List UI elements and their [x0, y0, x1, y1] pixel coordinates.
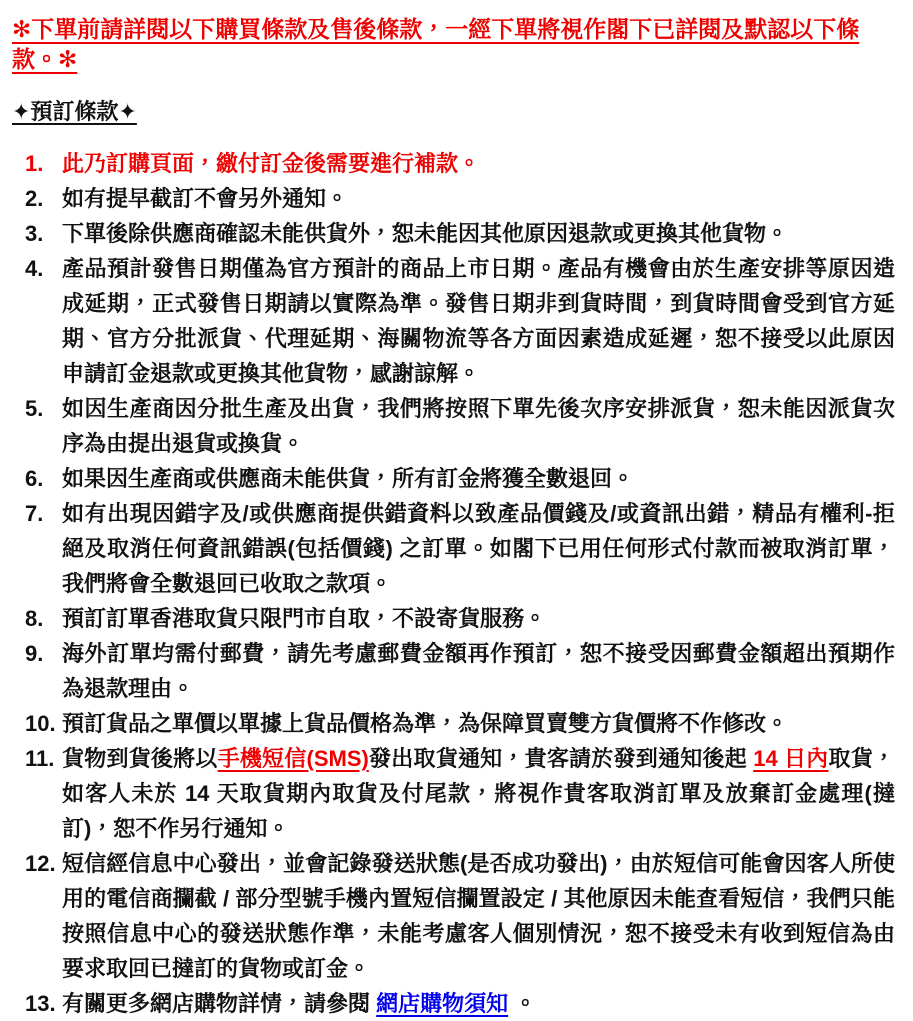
- term-text: [62, 601, 899, 636]
- term-item-5: [12, 391, 899, 461]
- section-title-preorder-terms: ✦預訂條款✦: [12, 99, 137, 124]
- term-text: [62, 461, 899, 496]
- text-segment: 如因生產商因分批生產及出貨，我們將按照下單先後次序安排派貨，恕未能因派貨次序為由提出退貨或換貨。: [62, 396, 895, 456]
- terms-list: [12, 146, 899, 1021]
- term-text: [62, 181, 899, 216]
- term-number: 7.: [25, 501, 44, 526]
- term-item-13: [12, 986, 899, 1021]
- term-number: 8.: [25, 606, 44, 631]
- text-segment: 海外訂單均需付郵費，請先考慮郵費金額再作預訂，恕不接受因郵費金額超出預期作為退款理由。: [62, 641, 895, 701]
- term-number: 9.: [25, 641, 44, 666]
- text-segment: 此乃訂購頁面，繳付訂金後需要進行補款。: [62, 151, 481, 176]
- text-segment: 。: [508, 991, 537, 1016]
- term-number: 2.: [25, 186, 44, 211]
- text-segment: 如果因生產商或供應商未能供貨，所有訂金將獲全數退回。: [62, 466, 635, 491]
- text-segment: 貨物到貨後將以: [62, 746, 218, 771]
- text-segment: 取貨，如客人未於 14 天取貨期內取貨及付尾款，將視作貴客取消訂單及放棄訂金處理(撻訂)，恕不作另行通知。: [62, 746, 895, 841]
- store-shopping-notice-link[interactable]: 網店購物須知: [376, 991, 509, 1016]
- text-segment: 產品預計發售日期僅為官方預計的商品上市日期。產品有機會由於生產安排等原因造成延期，正式發售日期請以實際為準。發售日期非到貨時間，到貨時間會受到官方延期、官方分批派貨、代理延期、海關物流等各方面因素造成延遲，恕不接受以此原因申請訂金退款或更換其他貨物，感謝諒解。: [62, 256, 895, 386]
- term-text: [62, 496, 899, 601]
- term-text: [62, 636, 899, 706]
- text-segment: 發出取貨通知，貴客請於發到通知後起: [368, 746, 754, 771]
- term-item-7: [12, 496, 899, 601]
- term-item-1: [12, 146, 899, 181]
- term-number: 5.: [25, 396, 44, 421]
- term-number: 3.: [25, 221, 44, 246]
- text-segment: 預訂貨品之單價以單據上貨品價格為準，為保障買賣雙方貨價將不作修改。: [62, 711, 789, 736]
- term-text: [62, 741, 899, 846]
- term-text: [62, 706, 899, 741]
- term-item-11: [12, 741, 899, 846]
- term-item-4: [12, 251, 899, 391]
- text-segment: 如有出現因錯字及/或供應商提供錯資料以致產品價錢及/或資訊出錯，精品有權利-拒絕及取消任何資訊錯誤(包括價錢) 之訂單。如閣下已用任何形式付款而被取消訂單，我們將會全數退回已收取之款項。: [62, 501, 895, 596]
- term-number: 13.: [25, 991, 56, 1016]
- text-segment: 下單後除供應商確認未能供貨外，恕未能因其他原因退款或更換其他貨物。: [62, 221, 789, 246]
- text-segment: 預訂訂單香港取貨只限門市自取，不設寄貨服務。: [62, 606, 547, 631]
- term-item-9: [12, 636, 899, 706]
- term-text: [62, 216, 899, 251]
- pickup-deadline-highlight: 14 日內: [753, 746, 829, 771]
- term-text: [62, 986, 899, 1021]
- term-item-3: [12, 216, 899, 251]
- term-item-12: [12, 846, 899, 986]
- term-item-8: [12, 601, 899, 636]
- text-segment: 短信經信息中心發出，並會記錄發送狀態(是否成功發出)，由於短信可能會因客人所使用的電信商攔截 / 部分型號手機內置短信攔置設定 / 其他原因未能查看短信，我們只能按照信息中心的發送狀態作準，未能考慮客人個別情況，恕不接受未有收到短信為由要求取回已撻訂的貨物或訂金。: [62, 851, 895, 981]
- term-number: 11.: [25, 746, 55, 771]
- term-number: 1.: [25, 151, 44, 176]
- text-segment: 如有提早截訂不會另外通知。: [62, 186, 349, 211]
- term-item-10: [12, 706, 899, 741]
- term-number: 10.: [25, 711, 56, 736]
- term-number: 4.: [25, 256, 44, 281]
- sms-highlight: 手機短信(SMS): [217, 746, 369, 771]
- term-text: [62, 146, 899, 181]
- text-segment: 有關更多網店購物詳情，請參閱: [62, 991, 377, 1016]
- term-item-2: [12, 181, 899, 216]
- term-number: 12.: [25, 851, 56, 876]
- term-text: [62, 391, 899, 461]
- pre-order-warning-banner: ✻下單前請詳閱以下購買條款及售後條款，一經下單將視作閣下已詳閱及默認以下條款。✻: [12, 16, 860, 72]
- term-item-6: [12, 461, 899, 496]
- term-number: 6.: [25, 466, 44, 491]
- term-text: [62, 846, 899, 986]
- term-text: [62, 251, 899, 391]
